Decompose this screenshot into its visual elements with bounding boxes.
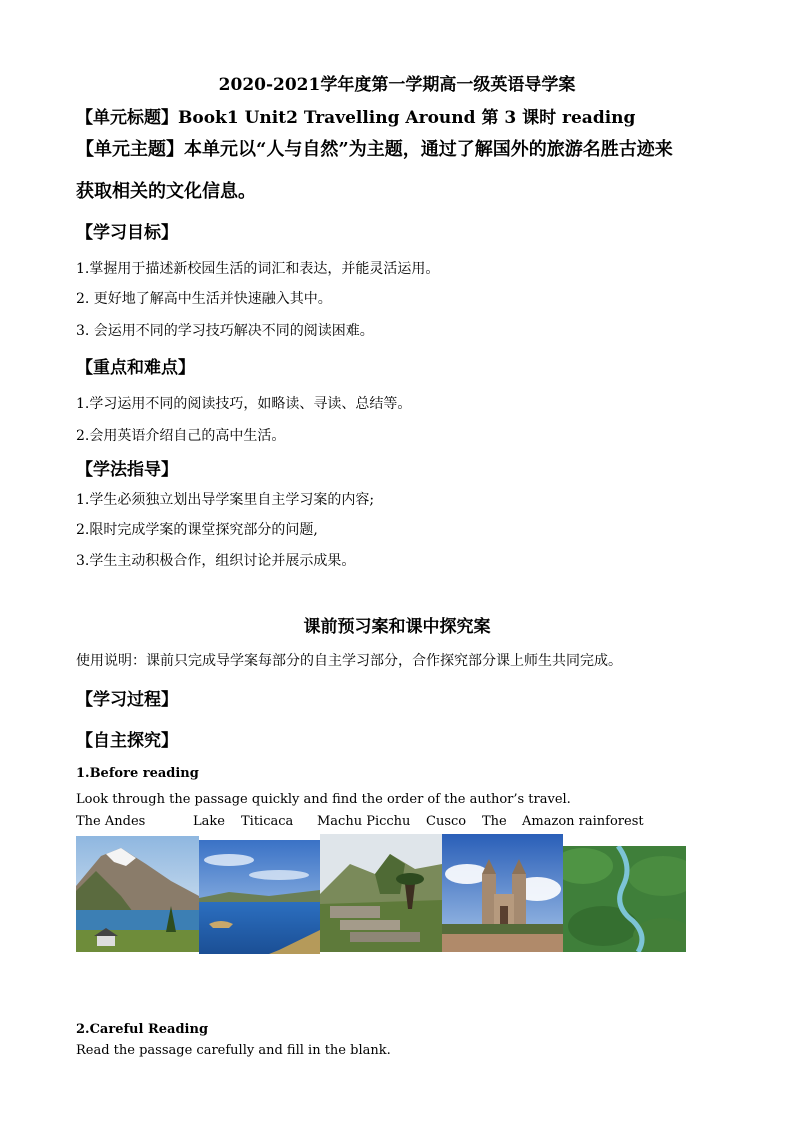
goal-item: 3. 会运用不同的学习技巧解决不同的阅读困难。 (76, 323, 374, 339)
method-item: 3.学生主动积极合作，组织讨论并展示成果。 (76, 553, 356, 569)
careful-reading-instruction: Read the passage carefully and fill in the blank. (76, 1043, 391, 1058)
key-point-item: 1.学习运用不同的阅读技巧，如略读、寻读、总结等。 (76, 396, 412, 412)
self-study-heading: 【自主探究】 (76, 731, 178, 751)
place-label: Titicaca (241, 814, 294, 829)
careful-reading-heading: 2.Careful Reading (76, 1022, 209, 1037)
method-heading: 【学法指导】 (76, 460, 178, 480)
goals-heading: 【学习目标】 (76, 223, 178, 243)
process-heading: 【学习过程】 (76, 690, 178, 710)
place-label: The Andes (76, 814, 146, 829)
usage-note: 使用说明：课前只完成导学案每部分的自主学习部分，合作探究部分课上师生共同完成。 (76, 653, 622, 669)
unit-title: 【单元标题】Book1 Unit2 Travelling Around 第 3 课时 reading (76, 108, 636, 128)
method-item: 2.限时完成学案的课堂探究部分的问题, (76, 522, 318, 538)
place-label: The (482, 814, 507, 829)
goal-item: 2. 更好地了解高中生活并快速融入其中。 (76, 291, 332, 307)
goal-item: 1.掌握用于描述新校园生活的词汇和表达，并能灵活运用。 (76, 261, 440, 277)
place-label: Cusco (426, 814, 467, 829)
before-reading-heading: 1.Before reading (76, 766, 199, 781)
place-label: Amazon rainforest (522, 814, 644, 829)
key-points-heading: 【重点和难点】 (76, 358, 195, 378)
cusco-photo (442, 834, 563, 952)
lake-titicaca-photo (199, 840, 320, 954)
amazon-rainforest-photo (563, 846, 686, 952)
place-label: Lake (193, 814, 225, 829)
key-point-item: 2.会用英语介绍自己的高中生活。 (76, 428, 286, 444)
doc-title: 2020-2021学年度第一学期高一级英语导学案 (218, 75, 576, 95)
section-title: 课前预习案和课中探究案 (303, 617, 491, 637)
place-list (0, 814, 794, 832)
method-item: 1.学生必须独立划出导学案里自主学习案的内容; (76, 492, 375, 508)
andes-photo (76, 836, 199, 952)
unit-theme-line-1: 【单元主题】本单元以“人与自然”为主题，通过了解国外的旅游名胜古迹来 (76, 139, 673, 160)
unit-theme-line-2: 获取相关的文化信息。 (76, 181, 256, 202)
before-reading-instruction: Look through the passage quickly and find the order of the author’s travel. (76, 792, 571, 807)
machu-picchu-photo (320, 834, 442, 952)
place-label: Machu Picchu (317, 814, 411, 829)
